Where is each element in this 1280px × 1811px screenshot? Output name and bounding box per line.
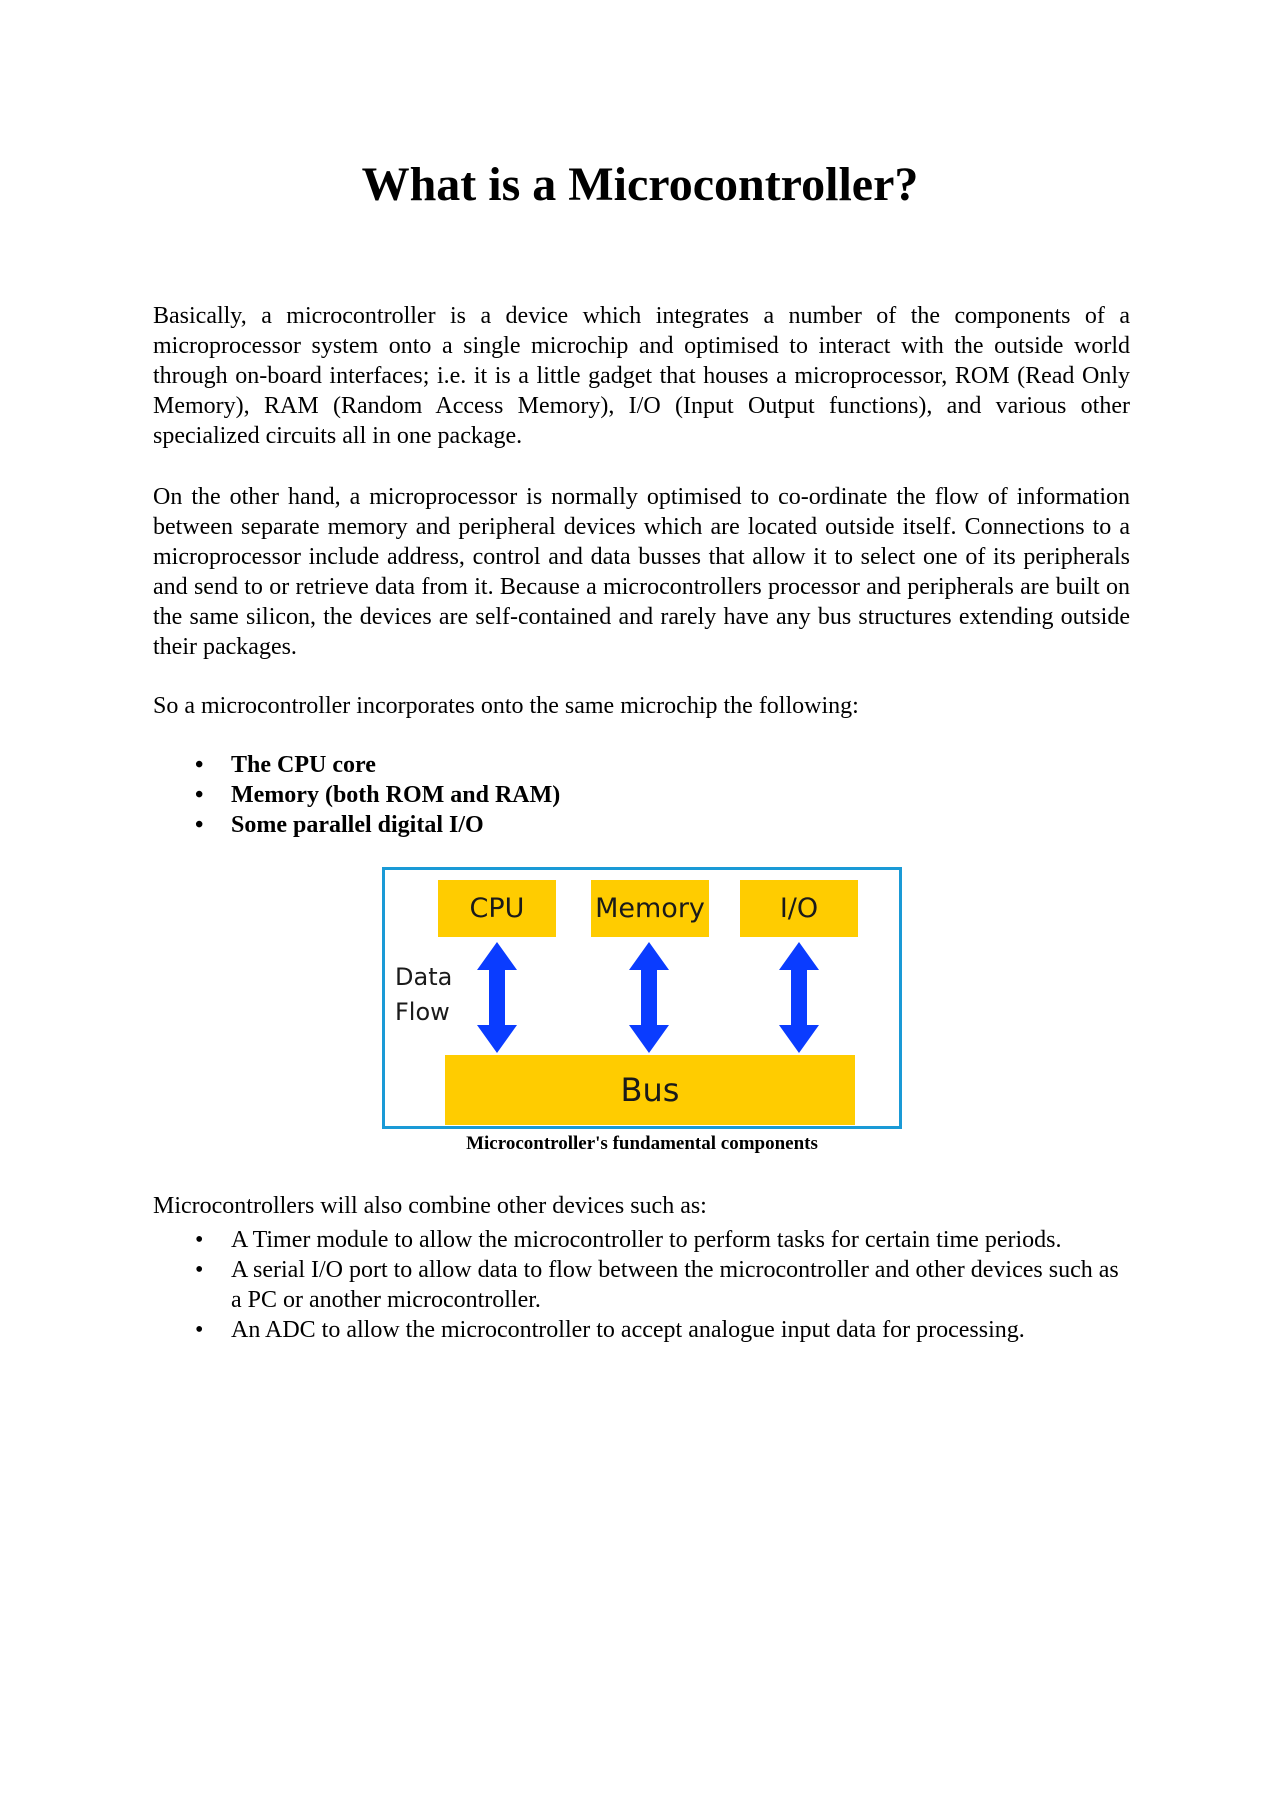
list-item-text: Memory (both ROM and RAM) <box>231 782 561 808</box>
list-item <box>153 780 1130 810</box>
io-box: I/O <box>740 880 858 937</box>
page-title: What is a Microcontroller? <box>361 158 919 211</box>
microcontroller-diagram <box>382 867 902 1129</box>
intro-paragraph: Basically, a microcontroller is a device which integrates a number of the components of a microprocessor system onto a single microchip and optimised to interact with the outside world through on-board interfaces; i.e. it is a little gadget that houses a microprocessor, ROM (Read Only Memory), RAM (Random Access Memory), I/O (Input Output functions), and various other specialized circuits all in one package. <box>153 303 1130 449</box>
diagram-caption: Microcontroller's fundamental components <box>466 1133 818 1154</box>
core-components-list <box>153 750 1130 840</box>
bullet-icon: • <box>195 1227 204 1253</box>
bullet-icon: • <box>195 782 204 808</box>
bullet-icon: • <box>195 812 204 838</box>
incorporates-paragraph: So a microcontroller incorporates onto the same microchip the following: <box>153 693 859 719</box>
list-item-text: A serial I/O port to allow data to flow between the microcontroller and other devices such as a PC or another microcontroller. <box>231 1257 1119 1313</box>
data-flow-label <box>395 960 452 1030</box>
bullet-icon: • <box>195 752 204 778</box>
data-flow-label-line1: Data <box>395 963 453 991</box>
data-flow-label-line2: Flow <box>395 998 450 1026</box>
double-arrow-icon <box>777 940 821 1055</box>
list-item <box>153 1315 1130 1345</box>
bullet-icon: • <box>195 1257 204 1283</box>
double-arrow-icon <box>627 940 671 1055</box>
list-item-text: An ADC to allow the microcontroller to accept analogue input data for processing. <box>231 1317 1025 1343</box>
bus-box: Bus <box>445 1055 855 1125</box>
list-item <box>153 810 1130 840</box>
double-arrow-icon <box>475 940 519 1055</box>
list-item-text: A Timer module to allow the microcontroller to perform tasks for certain time periods. <box>231 1227 1062 1253</box>
list-item-text: Some parallel digital I/O <box>231 812 484 838</box>
microprocessor-paragraph: On the other hand, a microprocessor is normally optimised to co-ordinate the flow of information between separate memory and peripheral devices which are located outside itself. Connections to a microprocessor include address, control and data busses that allow it to select one of its peripherals and send to or retrieve data from it. Because a microcontrollers processor and peripherals are built on the same silicon, the devices are self-contained and rarely have any bus structures extending outside their packages. <box>153 484 1130 660</box>
list-item <box>153 750 1130 780</box>
list-item <box>153 1255 1130 1315</box>
other-devices-intro: Microcontrollers will also combine other devices such as: <box>153 1193 707 1219</box>
memory-box: Memory <box>591 880 709 937</box>
list-item-text: The CPU core <box>231 752 376 778</box>
bullet-icon: • <box>195 1317 204 1343</box>
list-item <box>153 1225 1130 1255</box>
other-devices-list <box>153 1225 1130 1345</box>
cpu-box: CPU <box>438 880 556 937</box>
